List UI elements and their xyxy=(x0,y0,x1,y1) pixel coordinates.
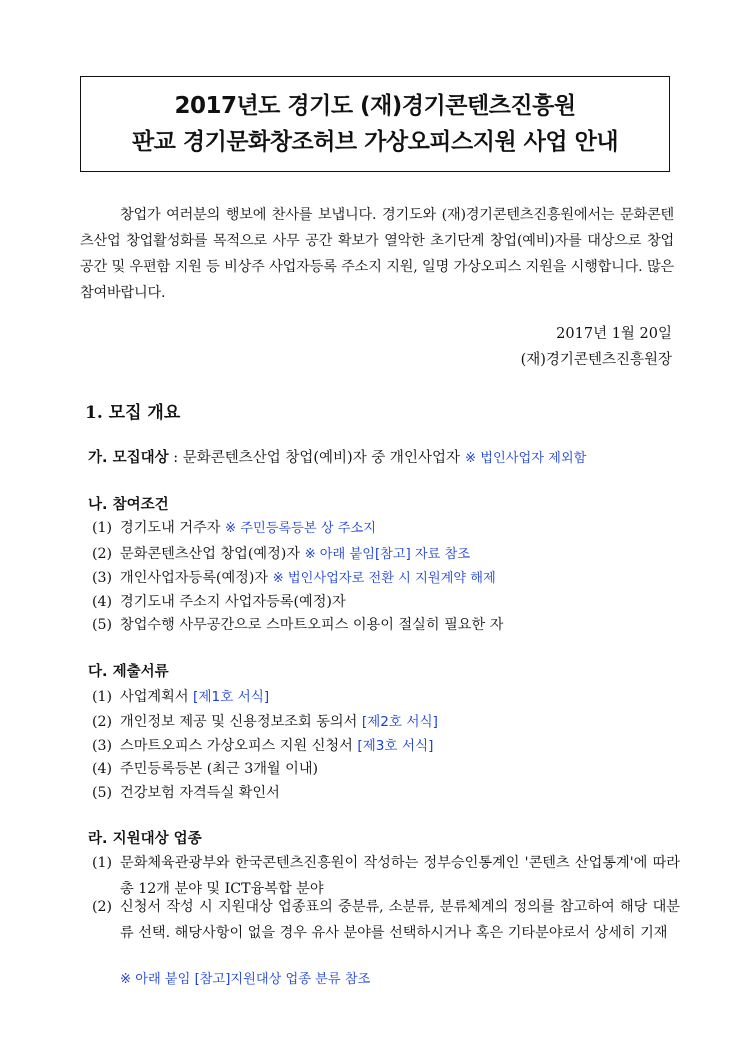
condition-number: (1) xyxy=(92,520,113,536)
document-item xyxy=(92,734,433,755)
condition-text: 개인사업자등록(예정)자 xyxy=(120,570,269,586)
document-text: 건강보험 자격득실 확인서 xyxy=(120,785,280,801)
document-item xyxy=(92,782,280,802)
condition-number: (2) xyxy=(92,546,113,562)
section-title: 1. 모집 개요 xyxy=(85,403,181,423)
condition-number: (3) xyxy=(92,570,113,586)
title-line-2: 판교 경기문화창조허브 가상오피스지원 사업 안내 xyxy=(131,129,619,155)
document-text: 주민등록등본 (최근 3개월 이내) xyxy=(120,761,319,777)
industry-number: (1) xyxy=(92,855,113,871)
industry-text: 문화체육관광부와 한국콘텐츠진흥원이 작성하는 정부승인통계인 '콘텐츠 산업통계'에 따라 총 12개 분야 및 ICT융복합 분야 xyxy=(120,855,680,897)
recruit-target-note: ※ 법인사업자 제외함 xyxy=(465,451,587,466)
document-form-ref: [제3호 서식] xyxy=(357,738,434,754)
condition-note: ※ 법인사업자로 전환 시 지원계약 해제 xyxy=(272,571,496,586)
condition-item xyxy=(92,567,496,587)
document-number: (1) xyxy=(92,689,113,705)
condition-number: (4) xyxy=(92,594,113,610)
condition-text: 창업수행 사무공간으로 스마트오피스 이용이 절실히 필요한 자 xyxy=(120,617,504,633)
condition-text: 문화콘텐츠산업 창업(예정)자 xyxy=(120,546,301,562)
industry-note: ※ 아래 붙임 [참고]지원대상 업종 분류 참조 xyxy=(120,972,371,987)
industry-heading: 라. 지원대상 업종 xyxy=(88,831,202,847)
document-item xyxy=(92,710,438,731)
condition-note: ※ 주민등록등본 상 주소지 xyxy=(224,521,376,536)
condition-item xyxy=(92,591,346,611)
document-item xyxy=(92,758,318,778)
condition-note: ※ 아래 붙임[참고] 자료 참조 xyxy=(304,547,471,562)
issuing-organization: (재)경기콘텐츠진흥원장 xyxy=(520,352,672,368)
intro-paragraph: 창업가 여러분의 행보에 찬사를 보냅니다. 경기도와 (재)경기콘텐츠진흥원에서는 문화콘텐츠산업 창업활성화를 목적으로 사무 공간 확보가 열악한 초기단계 창업(예비)자를 대상으로 창업 공간 및 우편함 지원 등 비상주 사업자등록 주소지 지원, 일명 가상오피스 지원을 시행합니다. 많은 참여바랍니다. xyxy=(80,207,674,301)
condition-text: 경기도내 주소지 사업자등록(예정)자 xyxy=(120,594,346,610)
document-number: (4) xyxy=(92,761,113,777)
title-box xyxy=(80,76,670,172)
document-item xyxy=(92,685,269,706)
document-number: (3) xyxy=(92,738,113,754)
title-line-1: 2017년도 경기도 (재)경기콘텐츠진흥원 xyxy=(174,93,576,119)
document-number: (2) xyxy=(92,714,113,730)
industry-item xyxy=(92,894,680,946)
condition-item xyxy=(92,517,376,537)
document-text: 사업계획서 xyxy=(120,689,189,705)
conditions-heading: 나. 참여조건 xyxy=(88,497,169,513)
condition-item xyxy=(92,614,503,634)
industry-number: (2) xyxy=(92,899,113,915)
recruit-target-row xyxy=(88,446,586,467)
recruit-target-separator: : xyxy=(168,450,183,466)
document-form-ref: [제1호 서식] xyxy=(193,689,270,705)
document-text: 스마트오피스 가상오피스 지원 신청서 xyxy=(120,738,353,754)
document-number: (5) xyxy=(92,785,113,801)
condition-text: 경기도내 거주자 xyxy=(120,520,221,536)
documents-heading: 다. 제출서류 xyxy=(88,664,169,680)
condition-item xyxy=(92,543,470,563)
recruit-target-text: 문화콘텐츠산업 창업(예비)자 중 개인사업자 xyxy=(182,450,460,466)
condition-number: (5) xyxy=(92,617,113,633)
document-text: 개인정보 제공 및 신용정보조회 동의서 xyxy=(120,714,358,730)
industry-text: 신청서 작성 시 지원대상 업종표의 중분류, 소분류, 분류체계의 정의를 참고하여 해당 대분류 선택. 해당사항이 없을 경우 유사 분야를 선택하시거나 혹은 기타분야로서 상세히 기재 xyxy=(120,899,680,941)
recruit-target-label: 가. 모집대상 xyxy=(88,450,169,466)
document-form-ref: [제2호 서식] xyxy=(361,714,438,730)
notice-date: 2017년 1월 20일 xyxy=(556,326,672,342)
